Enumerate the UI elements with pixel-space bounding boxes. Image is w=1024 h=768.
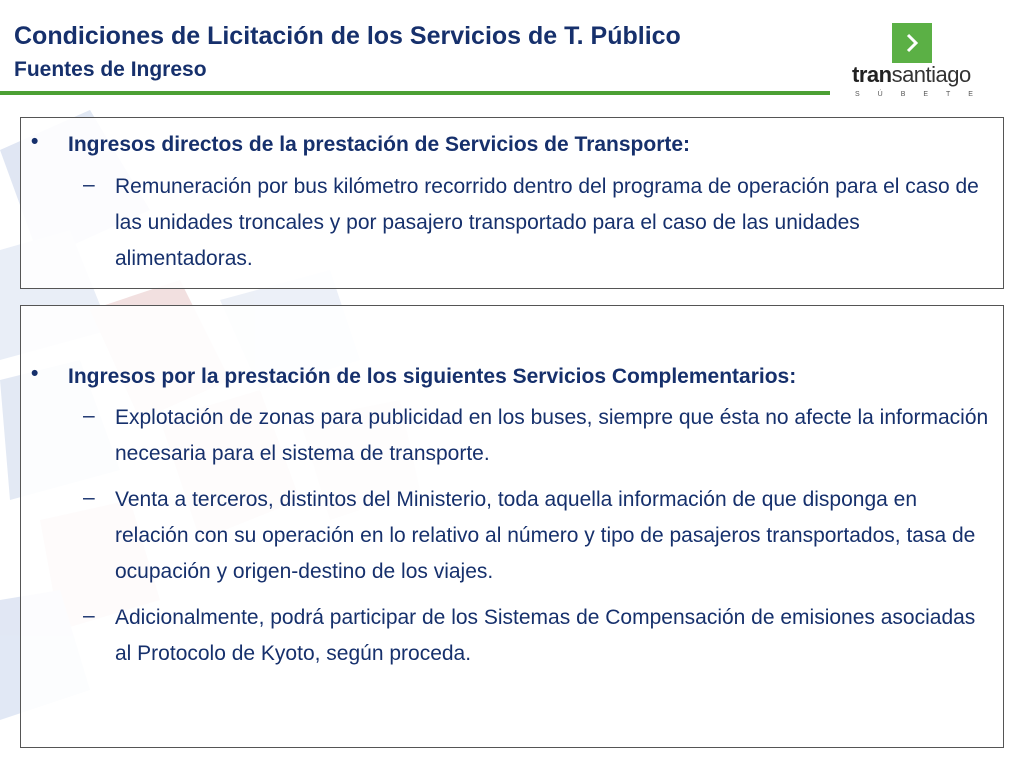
section-heading: Ingresos directos de la prestación de Servicios de Transporte: [68, 133, 691, 156]
slide-subtitle: Fuentes de Ingreso [14, 58, 207, 81]
bullet-marker: • [31, 130, 39, 153]
dash-marker: – [83, 404, 95, 427]
dash-marker: – [83, 173, 95, 196]
list-item: Venta a terceros, distintos del Ministerio, toda aquella información de que disponga en relación con su operación en lo relativo al número y tipo de pasajeros transportados, tasa de ocupación y origen-destino de los viajes. [115, 488, 976, 583]
dash-marker: – [83, 604, 95, 627]
content-box-direct-income [20, 117, 1004, 289]
list-item: Adicionalmente, podrá participar de los Sistemas de Compensación de emisiones asociadas al Protocolo de Kyoto, según proceda. [115, 606, 976, 665]
header-divider [0, 91, 830, 95]
bullet-marker: • [31, 362, 39, 385]
logo-mark [892, 23, 932, 63]
list-item: Explotación de zonas para publicidad en los buses, siempre que ésta no afecte la información necesaria para el sistema de transporte. [115, 406, 989, 465]
slide-title: Condiciones de Licitación de los Servicios de T. Público [14, 22, 681, 50]
dash-marker: – [83, 486, 95, 509]
list-item: Remuneración por bus kilómetro recorrido dentro del programa de operación para el caso de las unidades troncales y por pasajero transportado para el caso de las unidades alimentadoras. [115, 175, 979, 270]
logo-wordmark: transantiago [852, 62, 971, 87]
chevron-right-icon [902, 31, 922, 55]
content-box-complementary-income [20, 305, 1004, 748]
slide-header [0, 0, 1024, 100]
logo-tagline: S Ú B E T E [855, 91, 973, 98]
section-heading: Ingresos por la prestación de los siguientes Servicios Complementarios: [68, 365, 797, 388]
